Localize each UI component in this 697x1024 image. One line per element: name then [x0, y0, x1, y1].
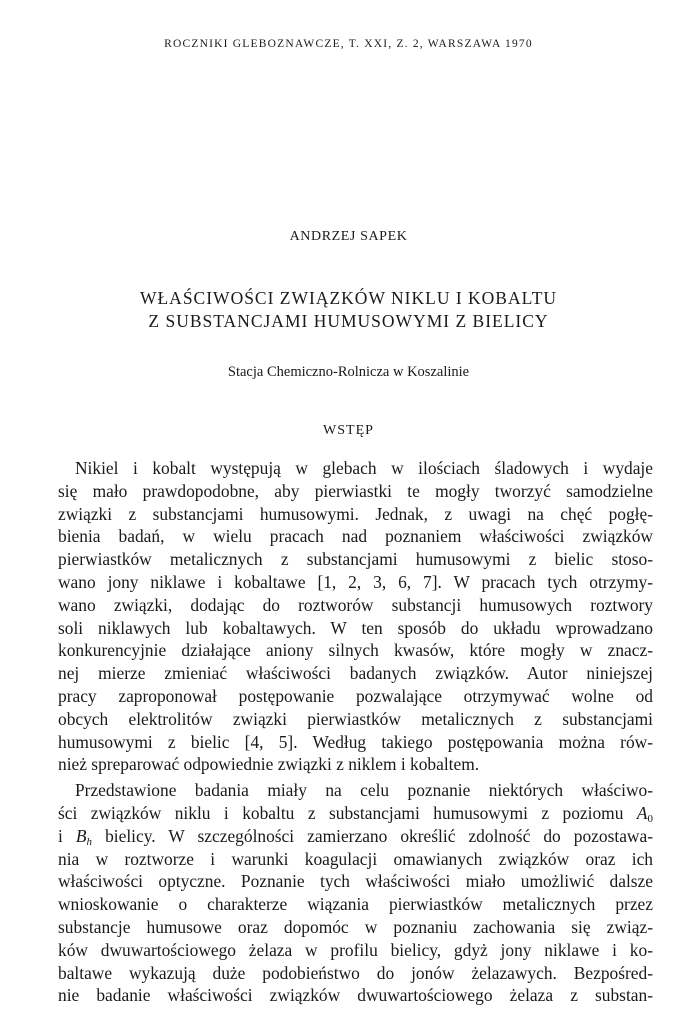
article-title: [0, 287, 697, 333]
text-span: bielicy. W szczególności zamierzano określić zdolność do pozostawa-: [105, 825, 653, 846]
text-line: się mało prawdopodobne, aby pierwiastki te mogły tworzyć samodzielne: [58, 480, 653, 501]
text-span: ści związków niklu i kobaltu z substancjami humusowymi z poziomu: [58, 802, 624, 823]
text-line: ków dwuwartościowego żelaza w profilu bielicy, gdyż jony niklawe i ko-: [58, 939, 653, 960]
text-line: wano jony niklawe i kobaltawe [1, 2, 3, 6, 7]. W pracach tych otrzymy-: [58, 571, 653, 592]
text-line: nież spreparować odpowiednie związki z niklem i kobaltem.: [58, 754, 480, 775]
section-heading: WSTĘP: [323, 423, 374, 438]
text-line: nia w roztworze i warunki koagulacji omawianych związków oraz ich: [58, 848, 653, 869]
text-line: soli niklawych lub kobaltawych. W ten sposób do układu wprowadzano: [58, 617, 653, 638]
text-line: pracy zaproponował postępowanie pozwalające otrzymywać wolne od: [58, 685, 653, 706]
text-line: substancje humusowe oraz dopomóc w poznaniu zachowania się związ-: [58, 916, 653, 937]
text-line: humusowymi z bielic [4, 5]. Według takiego postępowania można rów-: [58, 731, 653, 752]
paragraph-2: [58, 779, 653, 1007]
text-line: Nikiel i kobalt występują w glebach w ilościach śladowych i wydaje: [75, 458, 653, 478]
affiliation: Stacja Chemiczno-Rolnicza w Koszalinie: [227, 364, 470, 380]
text-span: i: [58, 825, 63, 846]
paragraph-1: [58, 457, 653, 776]
text-line: [58, 802, 653, 825]
horizon-label-a0: $A_0$: [636, 802, 653, 825]
text-line: Przedstawione badania miały na celu poznanie niektórych właściwo-: [75, 780, 653, 801]
text-line: bienia badań, w wielu pracach nad poznaniem właściwości związków: [58, 526, 653, 547]
title-line-2: Z SUBSTANCJAMI HUMUSOWYMI Z BIELICY: [148, 311, 549, 331]
text-line: wano związki, dodając do roztworów substancji humusowych roztwory: [58, 594, 653, 615]
author-name: ANDRZEJ SAPEK: [289, 229, 408, 244]
running-head: ROCZNIKI GLEBOZNAWCZE, T. XXI, Z. 2, WARSZAWA 1970: [164, 38, 533, 50]
text-line: konkurencyjnie działające aniony silnych kwasów, które mogły w znacz-: [58, 640, 653, 661]
text-line: baltawe wykazują duże podobieństwo do jonów żelazawych. Bezpośred-: [58, 962, 653, 983]
text-line: wnioskowanie o charakterze wiązania pierwiastków metalicznych przez: [58, 894, 653, 915]
title-line-1: WŁAŚCIWOŚCI ZWIĄZKÓW NIKLU I KOBALTU: [139, 288, 558, 308]
horizon-label-bh: $B_h$: [75, 825, 93, 848]
text-line: nie badanie właściwości związków dwuwartościowego żelaza z substan-: [58, 985, 653, 1006]
text-line: pierwiastków metalicznych z substancjami humusowymi z bielic stoso-: [58, 549, 653, 570]
text-line: nej mierze zmieniać właściwości badanych związków. Autor niniejszej: [58, 663, 653, 684]
text-line: związki z substancjami humusowymi. Jednak, z uwagi na chęć pogłę-: [58, 503, 653, 524]
text-line: obcych elektrolitów związki pierwiastków metalicznych z substancjami: [58, 708, 653, 729]
text-line: właściwości optyczne. Poznanie tych właściwości miało umożliwić dalsze: [58, 871, 653, 892]
article-body: [58, 457, 653, 1007]
text-line: [58, 825, 653, 848]
